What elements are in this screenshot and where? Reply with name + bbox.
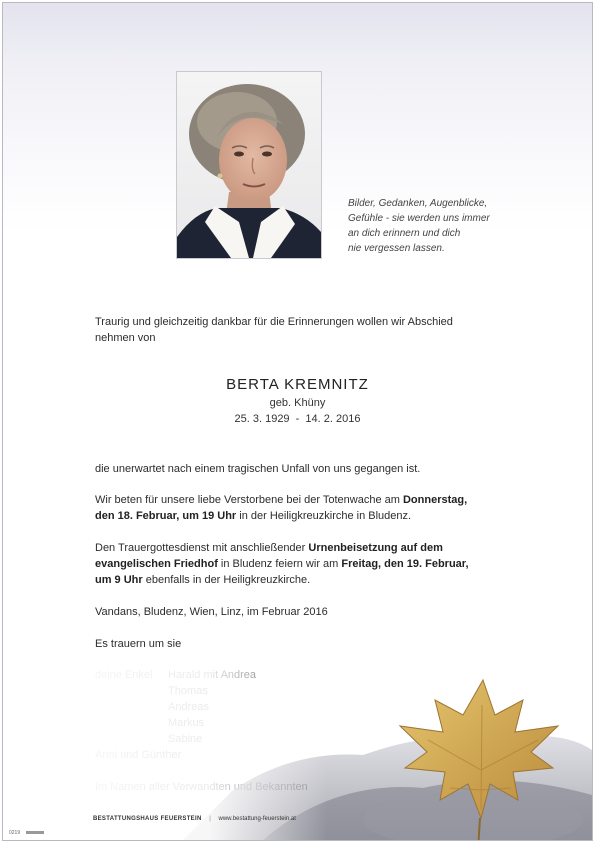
wake-location: in der Heiligkreuzkirche in Bludenz. bbox=[236, 510, 412, 522]
wake-date-time: den 18. Februar, um 19 Uhr bbox=[95, 510, 237, 522]
print-code-number: 0219 bbox=[9, 830, 21, 836]
service-line-2 bbox=[95, 556, 469, 572]
service-location: ebenfalls in der Heiligkreuzkirche. bbox=[142, 574, 311, 586]
footer-separator: | bbox=[209, 816, 211, 822]
service-cemetery: evangelischen Friedhof bbox=[95, 558, 218, 570]
death-note: die unerwartet nach einem tragischen Unfall von uns gegangen ist. bbox=[95, 463, 421, 475]
funeral-home-name: BESTATTUNGSHAUS FEUERSTEIN bbox=[93, 816, 202, 822]
poem-line: nie vergessen lassen. bbox=[348, 243, 445, 254]
obituary-page bbox=[2, 2, 593, 841]
place-date: Vandans, Bludenz, Wien, Linz, im Februar 2016 bbox=[95, 606, 328, 618]
birth-name: geb. Khüny bbox=[269, 397, 326, 409]
service-urn: Urnenbeisetzung auf dem bbox=[308, 542, 443, 554]
service-time: um 9 Uhr bbox=[95, 574, 143, 586]
funeral-home-footer bbox=[93, 816, 296, 822]
mourn-intro: Es trauern um sie bbox=[95, 638, 182, 650]
wake-day: Donnerstag, bbox=[402, 494, 468, 506]
intro-line: Traurig und gleichzeitig dankbar für die Erinnerungen wollen wir Abschied bbox=[95, 316, 453, 328]
life-dates: 25. 3. 1929 - 14. 2. 2016 bbox=[234, 413, 361, 425]
wake-text: Wir beten für unsere liebe Verstorbene bei der Totenwache am bbox=[95, 494, 403, 506]
wake-line-2 bbox=[95, 508, 411, 524]
service-text: in Bludenz feiern wir am bbox=[217, 558, 342, 570]
portrait-photo bbox=[176, 71, 322, 259]
funeral-home-url[interactable]: www.bestattung-feuerstein.at bbox=[218, 816, 296, 822]
service-line-1 bbox=[95, 540, 443, 556]
portrait-image bbox=[177, 72, 321, 258]
deceased-name: BERTA KREMNITZ bbox=[226, 376, 369, 393]
logo-mark bbox=[26, 831, 44, 834]
maple-leaf-stone-artwork bbox=[3, 660, 592, 840]
intro-line: nehmen von bbox=[95, 332, 156, 344]
poem-line: an dich erinnern und dich bbox=[348, 228, 461, 239]
poem bbox=[348, 196, 548, 256]
service-line-3 bbox=[95, 572, 310, 588]
wake-line-1 bbox=[95, 492, 467, 508]
service-text: Den Trauergottesdienst mit anschließender bbox=[95, 542, 309, 554]
poem-line: Gefühle - sie werden uns immer bbox=[348, 213, 490, 224]
print-code bbox=[9, 830, 44, 836]
service-date: Freitag, den 19. Februar, bbox=[341, 558, 469, 570]
poem-line: Bilder, Gedanken, Augenblicke, bbox=[348, 198, 488, 209]
